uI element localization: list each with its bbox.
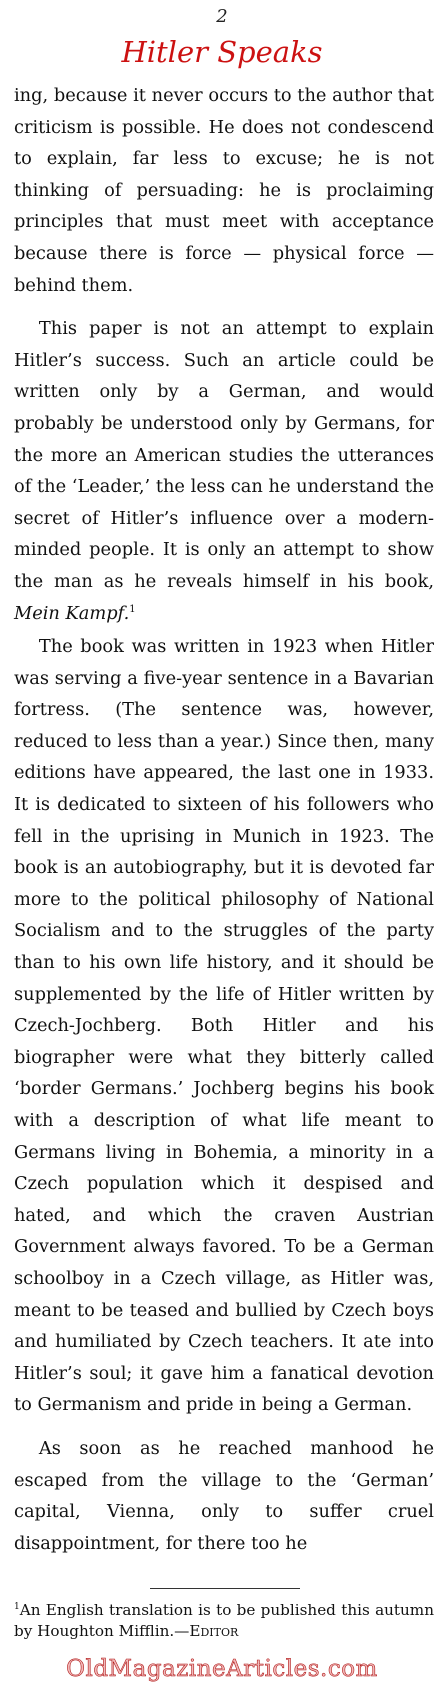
watermark[interactable]: OldMagazineArticles.com [66, 1656, 378, 1682]
article-title: Hitler Speaks [121, 35, 323, 69]
paragraph-1: ing, because it never occurs to the author that criticism is possible. He does not condescend to explain, far less to excuse; he is not thinking of persuading: he is proclaiming principles that must meet with acceptance because there is force — physical force — behind them. [14, 85, 434, 296]
page-number: 2 [216, 6, 228, 27]
paragraph-2 [14, 313, 434, 629]
paragraph-4: As soon as he reached manhood he escaped from the village to the ‘German’ capital, Vienna, only to suffer cruel disappointment, for there too he [14, 1437, 434, 1554]
footnote-attribution: Editor [189, 1622, 239, 1640]
book-title: Mein Kampf. [14, 602, 130, 624]
footnote-number: 1 [14, 1601, 20, 1612]
paragraph-2-text: This paper is not an attempt to explain Hitler’s success. Such an article could be written only by a German, and would probably be understood only by Germans, for the more an American studies the utterances of the ‘Leader,’ the less can he understand the secret of Hitler’s influence over a modern-minded people. It is only an attempt to show the man as he reveals himself in his book, [14, 318, 434, 592]
footnote-divider [150, 1588, 300, 1589]
article-body [14, 80, 434, 1559]
footnote-reference: 1 [129, 603, 136, 615]
footnote-text: An English translation is to be published this autumn by Houghton Mifflin.— [14, 1601, 434, 1640]
footnote [14, 1600, 434, 1642]
paragraph-3: The book was written in 1923 when Hitler was serving a five-year sentence in a Bavarian fortress. (The sentence was, however, reduced to less than a year.) Since then, many editions have appeared, the last one in 1933. It is dedicated to sixteen of his followers who fell in the uprising in Munich in 1923. The book is an autobiography, but it is devoted far more to the political philosophy of National Socialism and to the struggles of the party than to his own life history, and it should be supplemented by the life of Hitler written by Czech-Jochberg. Both Hitler and his biographer were what they bitterly called ‘border Germans.’ Jochberg begins his book with a description of what life meant to Germans living in Bohemia, a minority in a Czech population which it despised and hated, and which the craven Austrian Government always favored. To be a German schoolboy in a Czech village, as Hitler was, meant to be teased and bullied by Czech boys and humiliated by Czech teachers. It ate into Hitler’s soul; it gave him a fanatical devotion to Germanism and pride in being a German. [14, 636, 434, 1416]
